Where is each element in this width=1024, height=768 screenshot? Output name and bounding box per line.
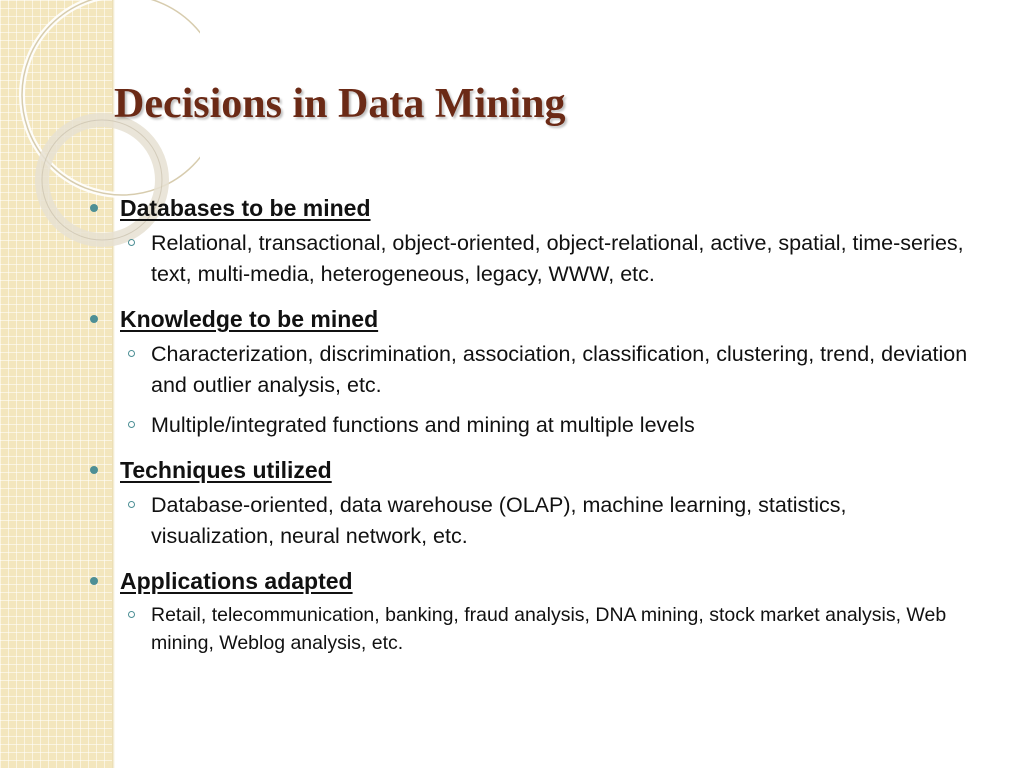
section-databases	[88, 188, 988, 290]
ring-bullet-icon	[128, 350, 135, 357]
sub-item-text: Multiple/integrated functions and mining at multiple levels	[151, 413, 695, 437]
sub-item-text: Characterization, discrimination, association, classification, clustering, trend, deviation and outlier analysis, etc.	[151, 342, 968, 397]
slide-content	[88, 188, 988, 666]
section-applications	[88, 561, 988, 657]
ring-bullet-icon	[128, 421, 135, 428]
sub-item	[88, 339, 988, 401]
sub-item	[88, 601, 988, 657]
sub-item-text: Relational, transactional, object-oriented, object-relational, active, spatial, time-series, text, multi-media, heterogeneous, legacy, WWW, etc.	[151, 231, 964, 286]
ring-bullet-icon	[128, 239, 135, 246]
sub-item	[88, 490, 988, 552]
section-heading: Knowledge to be mined	[120, 306, 379, 332]
ring-bullet-icon	[128, 501, 135, 508]
section-knowledge	[88, 299, 988, 441]
bullet-dot-icon	[90, 577, 98, 585]
ring-bullet-icon	[128, 611, 135, 618]
bullet-dot-icon	[90, 315, 98, 323]
sub-item	[88, 228, 988, 290]
bullet-dot-icon	[90, 204, 98, 212]
sub-item	[88, 410, 988, 441]
sub-item-text: Retail, telecommunication, banking, fraud analysis, DNA mining, stock market analysis, Web mining, Weblog analysis, etc.	[151, 604, 947, 654]
slide-title: Decisions in Data Mining	[114, 81, 566, 127]
section-heading-row	[88, 450, 988, 490]
section-techniques	[88, 450, 988, 552]
section-heading-row	[88, 561, 988, 601]
section-heading: Techniques utilized	[120, 457, 332, 483]
section-heading: Databases to be mined	[120, 195, 371, 221]
section-heading-row	[88, 299, 988, 339]
sub-item-text: Database-oriented, data warehouse (OLAP), machine learning, statistics, visualization, neural network, etc.	[151, 493, 847, 548]
bullet-dot-icon	[90, 466, 98, 474]
section-heading-row	[88, 188, 988, 228]
section-heading: Applications adapted	[120, 568, 353, 594]
